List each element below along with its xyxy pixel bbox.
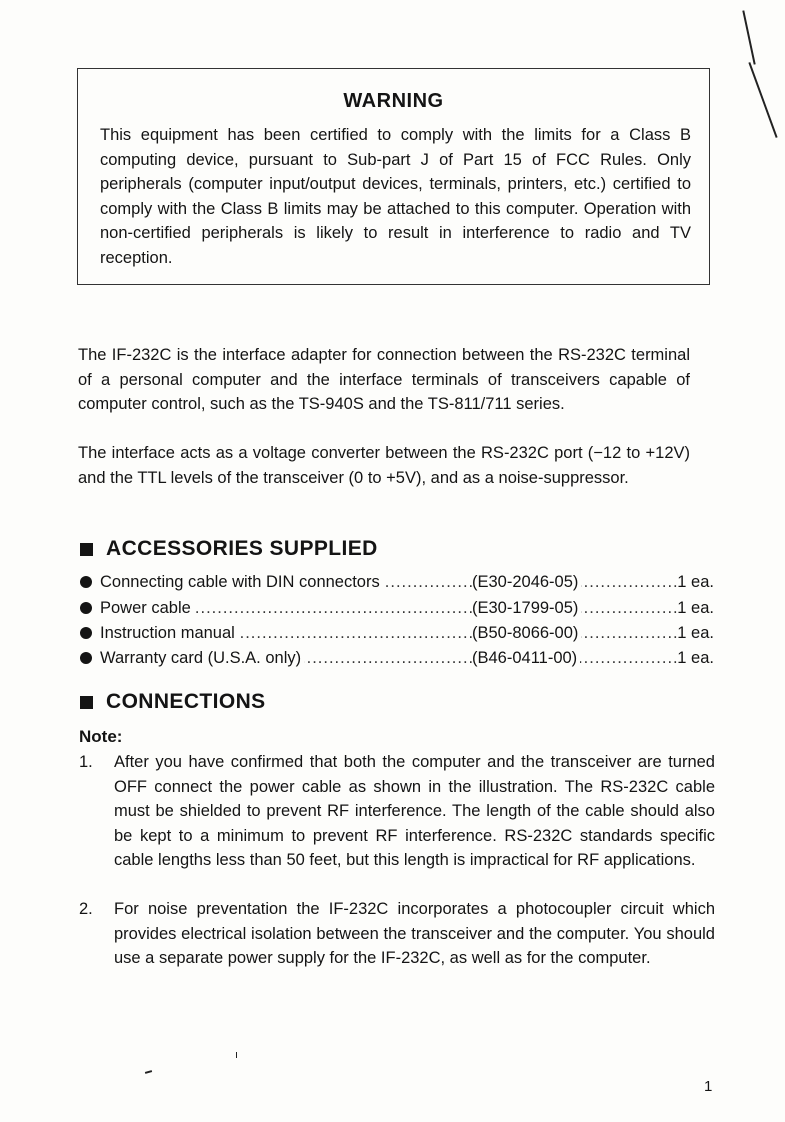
accessory-qty: 1 ea. bbox=[677, 573, 714, 591]
connections-heading bbox=[80, 690, 266, 714]
accessory-code: (B46-0411-00) bbox=[472, 649, 580, 667]
bullet-dot-icon bbox=[80, 627, 92, 639]
warning-text: This equipment has been certified to comply with the limits for a Class B computing device, pursuant to Sub-part J of Part 15 of FCC Rules. Only peripherals (computer input/output devices, terminals, printers, etc.) certified to comply with the Class B limits may be attached to this computer. Operation with non-certified peripherals is likely to result in interference to radio and TV reception. bbox=[100, 126, 691, 267]
intro-paragraph-1: The IF-232C is the interface adapter for connection between the RS-232C terminal of a personal computer and the interface terminals of transceivers capable of computer control, such as the TS-940S and the TS-811/711 series. bbox=[78, 346, 690, 413]
accessory-code: (E30-2046-05) bbox=[472, 573, 581, 591]
square-bullet-icon bbox=[80, 696, 93, 709]
note-number: 2. bbox=[79, 900, 93, 918]
accessory-code: (B50-8066-00) bbox=[472, 624, 581, 642]
accessory-qty: 1 ea. bbox=[677, 624, 714, 642]
warning-box bbox=[77, 68, 710, 285]
bullet-dot-icon bbox=[80, 602, 92, 614]
warning-title: WARNING bbox=[343, 90, 444, 112]
scan-speck bbox=[236, 1052, 237, 1058]
accessories-heading-text: ACCESSORIES SUPPLIED bbox=[106, 537, 378, 560]
connections-heading-text: CONNECTIONS bbox=[106, 690, 266, 713]
accessory-item bbox=[80, 596, 714, 620]
accessory-label: Power cable bbox=[100, 599, 194, 617]
note-text: For noise preventation the IF-232C incorporates a photocoupler circuit which provides electrical isolation between the transceiver and the computer. You should use a separate power supply for the IF-232C, as well as for the computer. bbox=[114, 900, 715, 967]
page-edge-mark bbox=[742, 10, 755, 64]
intro-paragraph-2: The interface acts as a voltage converter between the RS-232C port (−12 to +12V) and the TTL levels of the transceiver (0 to +5V), and as a noise-suppressor. bbox=[78, 444, 690, 487]
accessory-item bbox=[80, 570, 714, 594]
accessory-item bbox=[80, 621, 714, 645]
accessory-code: (E30-1799-05) bbox=[472, 599, 581, 617]
accessory-label: Connecting cable with DIN connectors bbox=[100, 573, 383, 591]
bullet-dot-icon bbox=[80, 652, 92, 664]
accessories-heading bbox=[80, 537, 378, 561]
square-bullet-icon bbox=[80, 543, 93, 556]
page-number: 1 bbox=[704, 1078, 713, 1095]
note-text: After you have confirmed that both the computer and the transceiver are turned OFF connect the power cable as shown in the illustration. The RS-232C cable must be shielded to prevent RF interference. The length of the cable should also be kept to a minimum to prevent RF interference. RS-232C standards specific cable lengths less than 50 feet, but this length is impractical for RF applications. bbox=[114, 753, 715, 869]
scan-speck bbox=[145, 1070, 152, 1074]
page-edge-mark bbox=[748, 62, 777, 138]
accessory-qty: 1 ea. bbox=[677, 649, 714, 667]
accessory-item bbox=[80, 646, 714, 670]
accessory-label: Warranty card (U.S.A. only) bbox=[100, 649, 304, 667]
accessory-qty: 1 ea. bbox=[677, 599, 714, 617]
accessory-label: Instruction manual bbox=[100, 624, 238, 642]
bullet-dot-icon bbox=[80, 576, 92, 588]
note-number: 1. bbox=[79, 753, 93, 771]
note-label: Note: bbox=[79, 727, 123, 746]
